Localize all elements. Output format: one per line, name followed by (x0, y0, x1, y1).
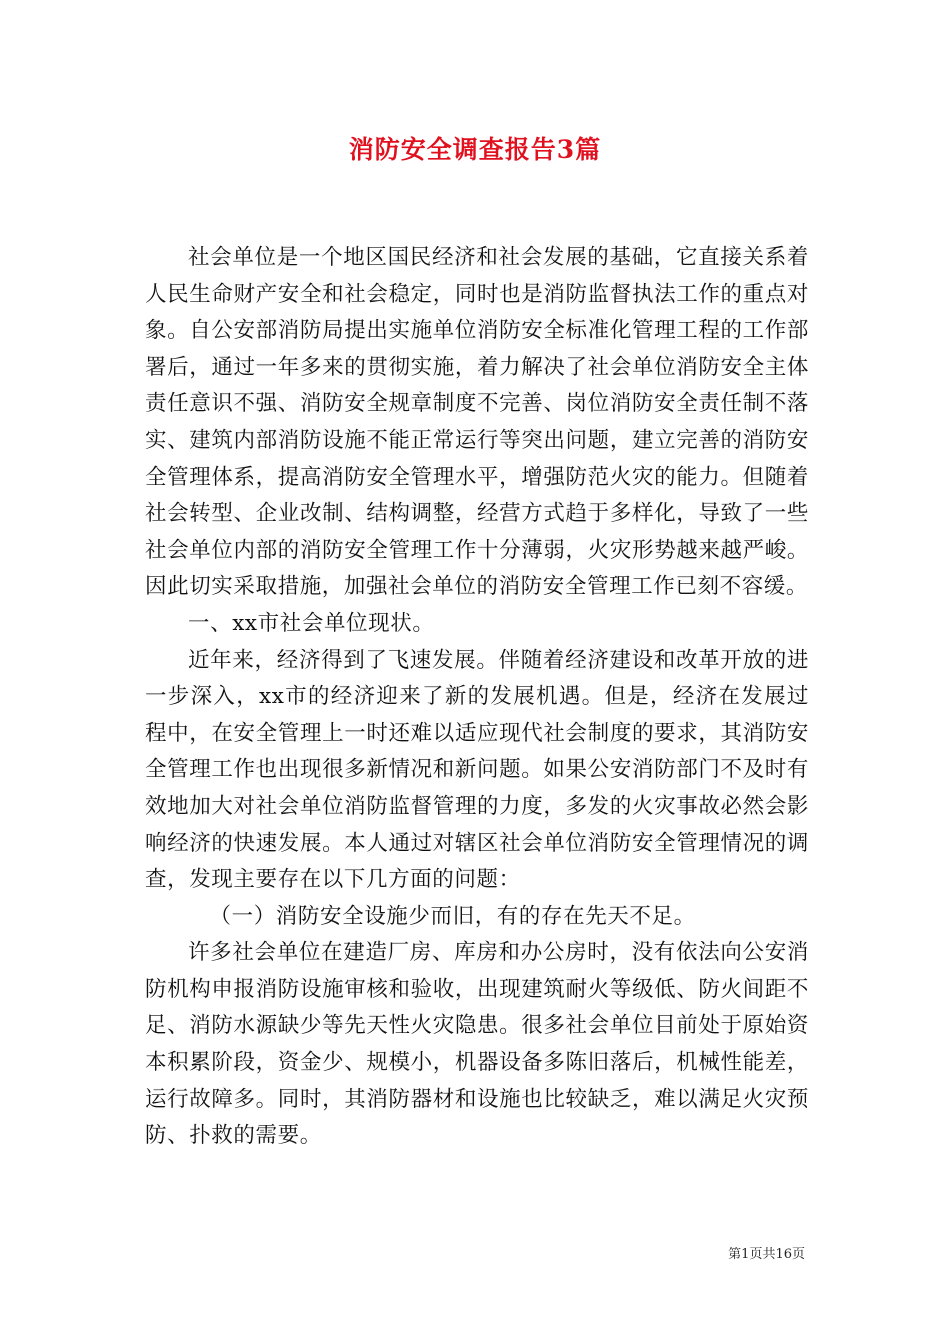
paragraph-status: 近年来，经济得到了飞速发展。伴随着经济建设和改革开放的进一步深入，xx市的经济迎来了新的发展机遇。但是，经济在发展过程中，在安全管理上一时还难以适应现代社会制度的要求，其消防安全管理工作也出现很多新情况和新问题。如果公安消防部门不及时有效地加大对社会单位消防监督管理的力度，多发的火灾事故必然会影响经济的快速发展。本人通过对辖区社会单位消防安全管理情况的调查，发现主要存在以下几方面的问题： (145, 647, 809, 893)
page-title: 消防安全调查报告3篇 (348, 135, 602, 164)
page-number: 第1页共16页 (728, 1247, 805, 1262)
section-heading-1: 一、xx市社会单位现状。 (188, 610, 435, 636)
document-body (145, 240, 809, 1155)
paragraph-intro: 社会单位是一个地区国民经济和社会发展的基础，它直接关系着人民生命财产安全和社会稳定，同时也是消防监督执法工作的重点对象。自公安部消防局提出实施单位消防安全标准化管理工程的工作部署后，通过一年多来的贯彻实施，着力解决了社会单位消防安全主体责任意识不强、消防安全规章制度不完善、岗位消防安全责任制不落实、建筑内部消防设施不能正常运行等突出问题，建立完善的消防安全管理体系，提高消防安全管理水平，增强防范火灾的能力。但随着社会转型、企业改制、结构调整，经营方式趋于多样化，导致了一些社会单位内部的消防安全管理工作十分薄弱，火灾形势越来越严峻。因此切实采取措施，加强社会单位的消防安全管理工作已刻不容缓。 (145, 245, 809, 600)
paragraph-facilities: 许多社会单位在建造厂房、库房和办公房时，没有依法向公安消防机构申报消防设施审核和验收，出现建筑耐火等级低、防火间距不足、消防水源缺少等先天性火灾隐患。很多社会单位目前处于原始资本积累阶段，资金少、规模小，机器设备多陈旧落后，机械性能差，运行故障多。同时，其消防器材和设施也比较缺乏，难以满足火灾预防、扑救的需要。 (145, 940, 809, 1149)
subsection-heading-1: （一）消防安全设施少而旧，有的存在先天不足。 (209, 903, 696, 929)
